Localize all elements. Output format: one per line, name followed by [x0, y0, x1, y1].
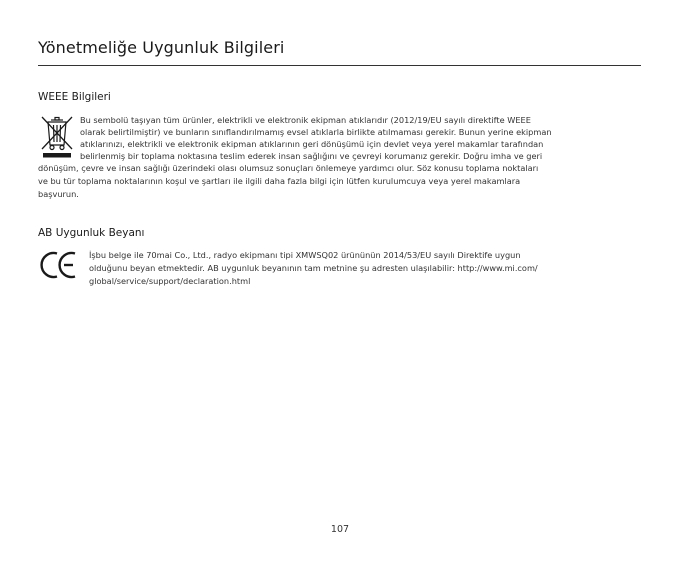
weee-line-3: atıklarınızı, elektrikli ve elektronik ekipman atıklarının geri dönüşümü için devlet veya yerel makamlar tarafından	[80, 139, 544, 149]
ce-mark-icon	[40, 249, 80, 281]
weee-line-6: ve bu tür toplama noktalarının koşul ve şartları ile ilgili daha fazla bilgi için lütfen kurulumcuya veya yerel makamlara	[38, 176, 521, 186]
ce-line-1: İşbu belge ile 70mai Co., Ltd., radyo ekipmanı tipi XMWSQ02 ürününün 2014/53/EU sayılı Direktife uygun	[89, 250, 521, 260]
ce-line-2: olduğunu beyan etmektedir. AB uygunluk beyanının tam metnine şu adresten ulaşılabilir: http://www.mi.com/	[89, 263, 538, 273]
ce-heading: AB Uygunluk Beyanı	[38, 227, 145, 239]
weee-line-5: dönüşüm, çevre ve insan sağlığı üzerindeki olası olumsuz sonuçları önlemeye yardımcı olur. Söz konusu toplama noktaları	[38, 163, 539, 173]
crossed-out-wheelie-bin-icon	[40, 115, 74, 159]
weee-line-1: Bu sembolü taşıyan tüm ürünler, elektrikli ve elektronik ekipman atıklarıdır (2012/19/EU sayılı direktifte WEEE	[80, 115, 531, 125]
weee-line-4: belirlenmiş bir toplama noktasına teslim ederek insan sağlığını ve çevreyi korumanız gerekir. Doğru imha ve geri	[80, 151, 543, 161]
ce-line-3: global/service/support/declaration.html	[89, 276, 251, 286]
title-divider	[38, 65, 641, 66]
weee-heading: WEEE Bilgileri	[38, 91, 111, 103]
page-title: Yönetmeliğe Uygunluk Bilgileri	[38, 38, 285, 57]
weee-line-7: başvurun.	[38, 189, 79, 199]
page-number: 107	[330, 524, 350, 535]
weee-line-2: olarak belirtilmiştir) ve bunların sınıflandırılmamış evsel atıklarla birlikte atılmaması gerekir. Bunun yerine ekipman	[80, 127, 552, 137]
